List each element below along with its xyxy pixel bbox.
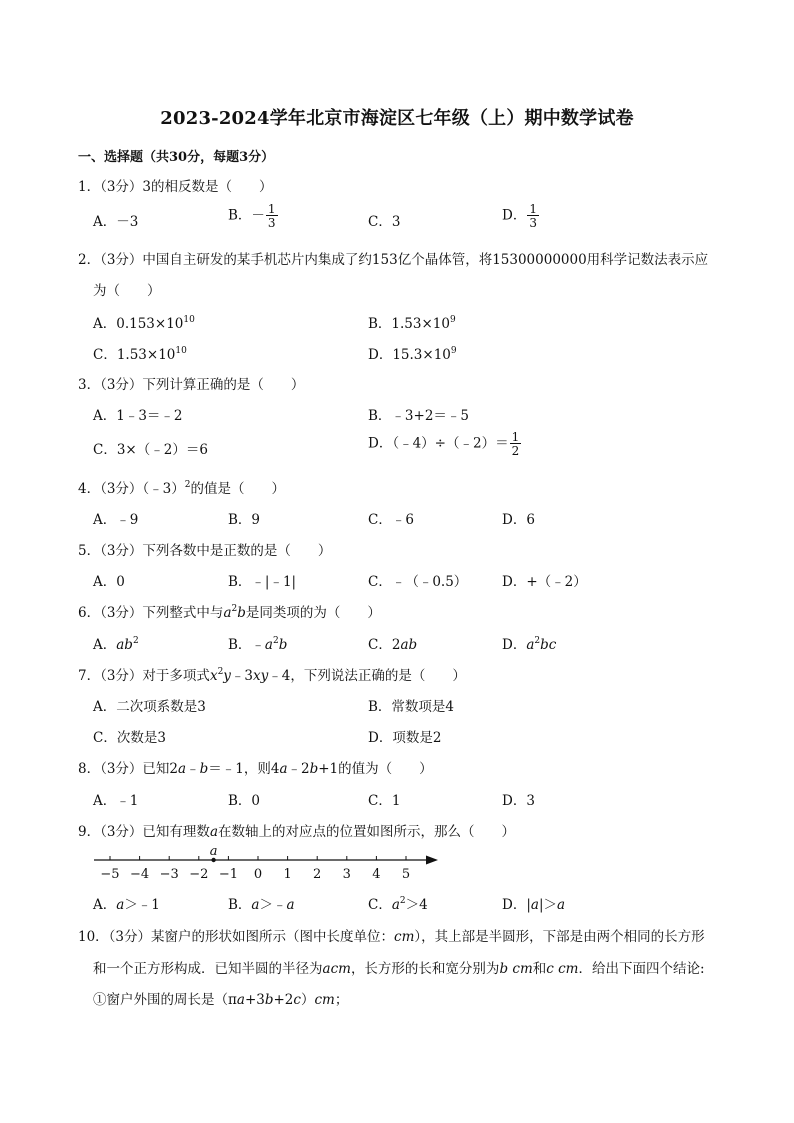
number-line [90,846,450,882]
number-line-tick-label: −3 [159,867,179,882]
q1-option-b: B．－ $\frac{1}{3}$ [228,202,276,230]
q4-option-b: B．9 [228,512,261,528]
q4-option-a: A．﹣9 [93,512,139,528]
fraction: $\frac{1}{3}$ [529,202,537,230]
q3-option-a: A．1﹣3＝﹣2 [93,408,183,424]
number-line-tick-label: 0 [253,867,263,882]
q9-option-d: D．|a|＞a [502,897,566,913]
q4-option-d: D．6 [502,512,535,528]
q9-option-b: B．a＞﹣a [228,897,295,913]
q4-option-c: C．﹣6 [368,512,414,528]
question-9-stem: 9．（3分）已知有理数a在数轴上的对应点的位置如图所示，那么（ ） [78,824,515,840]
number-line-tick-label: −2 [189,867,209,882]
q5-option-a: A．0 [93,574,125,590]
q1-option-c: C．3 [368,214,401,230]
question-1-stem: 1．（3分）3的相反数是（ ） [78,179,273,195]
q6-option-c: C．2ab [368,637,418,653]
q9-option-c: C．$a^2>4$ [368,896,428,913]
page-title: 2023-2024学年北京市海淀区七年级（上）期中数学试卷 [160,108,634,129]
q7-option-d: D．项数是2 [368,730,442,746]
q5-option-b: B．﹣|﹣1| [228,574,297,590]
fraction: $\frac{1}{2}$ [511,430,520,458]
question-5-stem: 5．（3分）下列各数中是正数的是（ ） [78,543,332,559]
question-6-stem: 6．（3分）下列整式中与$a^2b$是同类项的为（ ） [78,604,381,621]
q6-option-b: B．$﹣a^2b$ [228,636,288,653]
question-3-stem: 3．（3分）下列计算正确的是（ ） [78,377,305,393]
number-line-tick-label: −4 [130,867,150,882]
question-10-line-3: ①窗户外围的周长是（πa+3b+2c）cm； [93,992,349,1008]
q8-option-d: D．3 [502,793,535,809]
q1-option-d: D． $\frac{1}{3}$ [502,202,537,230]
q3-option-b: B．﹣3+2＝﹣5 [368,408,469,424]
q8-option-c: C．1 [368,793,401,809]
question-10-line-1: 10．（3分）某窗户的形状如图所示（图中长度单位：cm），其上部是半圆形，下部是由两个相同的长方形 [78,929,705,945]
point-a-label: a [209,846,218,859]
question-2-stem-cont: 为（ ） [93,283,161,299]
number-line-tick-label: 3 [342,867,351,882]
q8-option-b: B．0 [228,793,261,809]
number-line-tick-label: 4 [372,867,381,882]
question-2-stem: 2．（3分）中国自主研发的某手机芯片内集成了约153亿个晶体管，将15300000000用科学记数法表示应 [78,252,709,268]
q6-option-a: A．$ab^2$ [93,636,139,653]
q1-option-a: A．－3 [93,214,139,230]
q3-option-c: C．3×（﹣2）＝6 [93,442,208,458]
q6-option-d: D．$a^2bc$ [502,636,557,653]
q3-option-d: D．（﹣4）÷（﹣2）＝ $\frac{1}{2}$ [368,430,520,458]
number-line-tick-label: −5 [100,867,120,882]
number-line-arrow [426,856,438,865]
q7-option-a: A．二次项系数是3 [93,699,206,715]
q2-option-b: B．$1.53\times 10^9$ [368,315,456,332]
question-8-stem: 8．（3分）已知2a﹣b＝﹣1，则4a﹣2b+1的值为（ ） [78,761,433,777]
number-line-tick-label: 1 [283,867,292,882]
number-line-tick-label: 2 [313,867,322,882]
question-10-line-2: 和一个正方形构成．已知半圆的半径为acm，长方形的长和宽分别为b cm和c cm．给出下面四个结论: [93,961,705,977]
question-4-stem: 4．（3分）（﹣3）$^2$的值是（ ） [78,480,286,497]
number-line-tick-label: 5 [401,867,411,882]
section-heading: 一、选择题（共30分，每题3分） [78,150,275,165]
q2-option-c: C．$1.53\times 10^{10}$ [93,346,187,363]
q2-option-a: A．$0.153\times 10^{10}$ [93,315,195,332]
q5-option-d: D．+（﹣2） [502,574,587,590]
q7-option-c: C．次数是3 [93,730,166,746]
q7-option-b: B．常数项是4 [368,699,455,715]
q5-option-c: C．﹣（﹣0.5） [368,574,468,590]
question-7-stem: 7．（3分）对于多项式$x^2y﹣3xy﹣4$，下列说法正确的是（ ） [78,667,466,684]
number-line-tick-label: −1 [218,867,238,882]
q8-option-a: A．﹣1 [93,793,139,809]
fraction: $\frac{1}{3}$ [267,202,276,230]
q2-option-d: D．$15.3\times 10^9$ [368,346,457,363]
q9-option-a: A．a＞﹣1 [93,897,160,913]
